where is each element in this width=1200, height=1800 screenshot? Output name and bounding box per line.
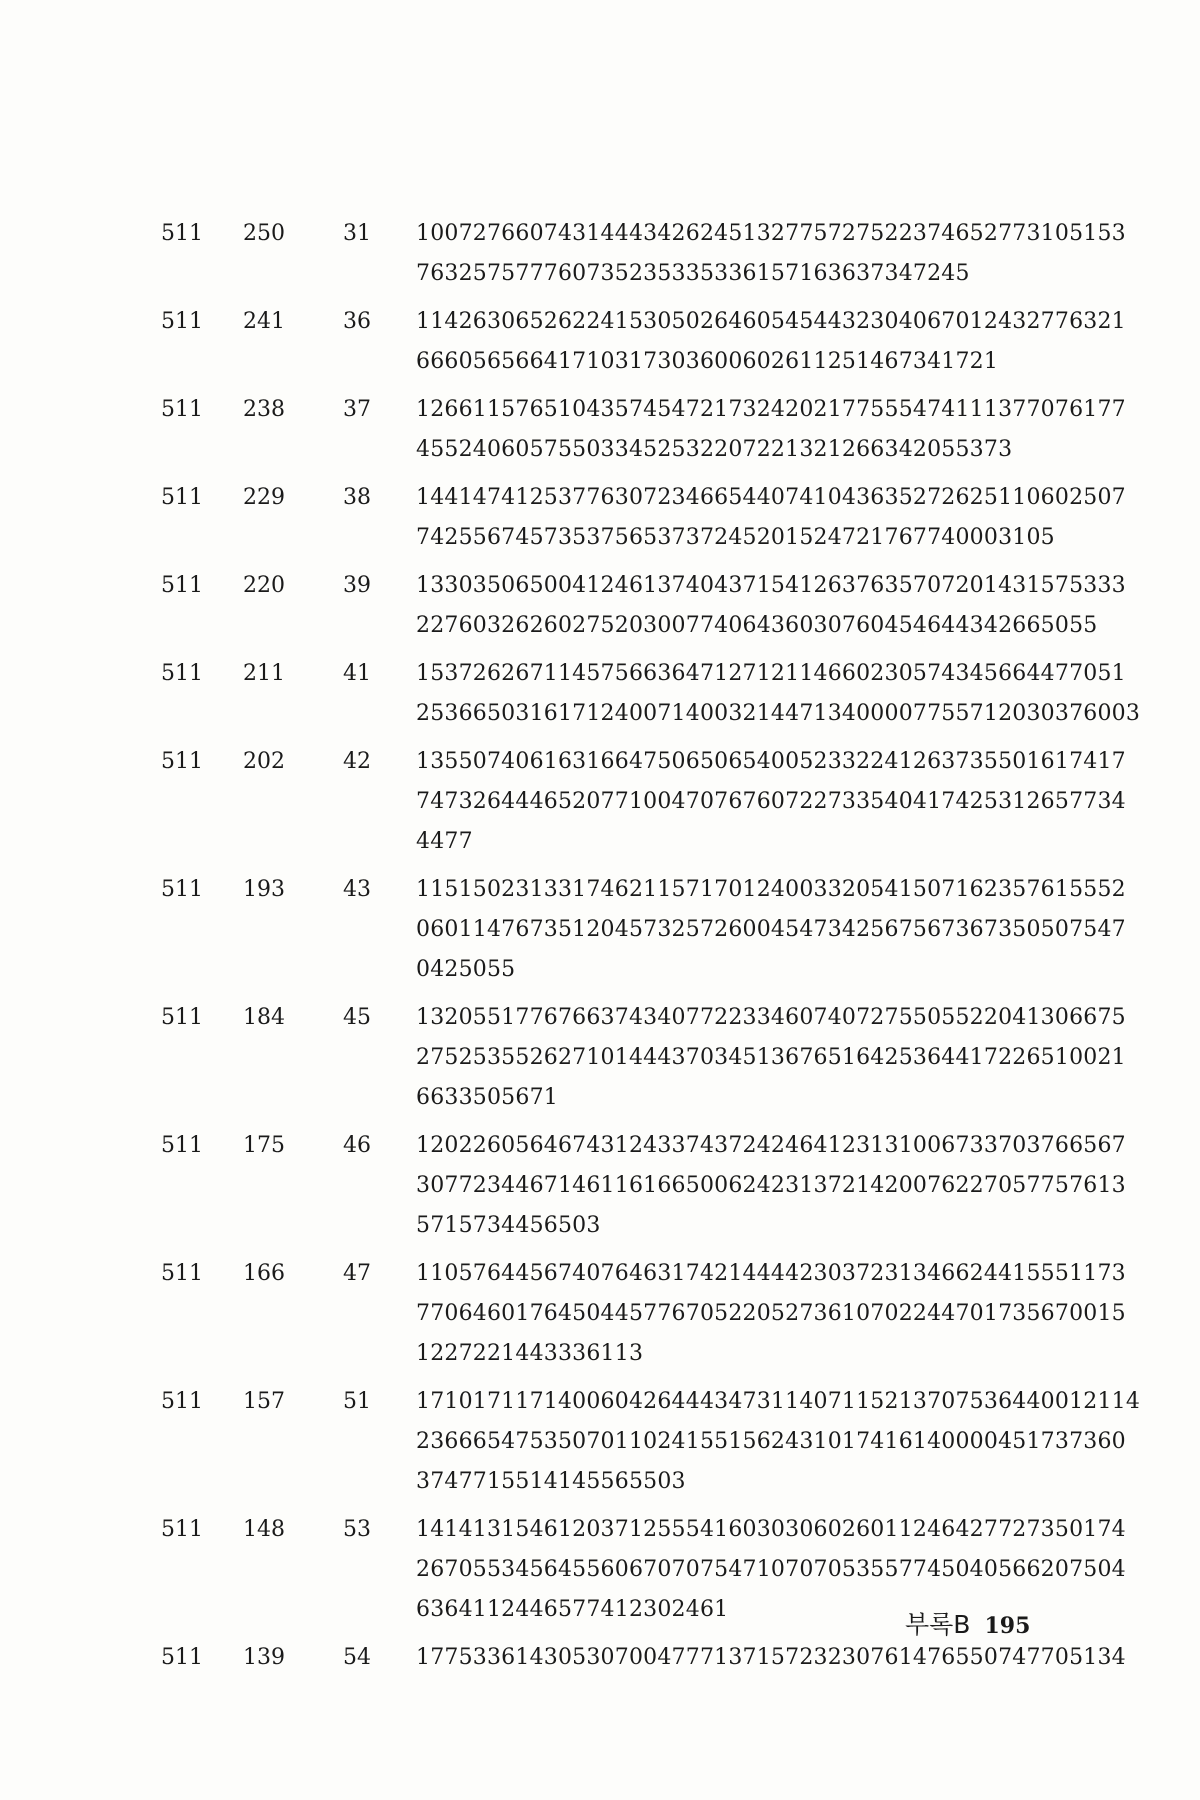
code-length-n: 511 [161,749,203,774]
table-row [155,478,1126,558]
code-length-n: 511 [161,1645,203,1670]
error-capability-t: 38 [343,485,371,510]
generator-polynomial-line: 12022605646743124337437242464123131006733703766567 [416,1133,1126,1158]
error-capability-t: 39 [343,573,371,598]
error-capability-t: 42 [343,749,371,774]
table-row [155,214,1126,294]
code-length-n: 511 [161,877,203,902]
code-length-n: 511 [161,1389,203,1414]
code-length-n: 511 [161,661,203,686]
error-capability-t: 54 [343,1645,371,1670]
code-length-n: 511 [161,1005,203,1030]
generator-polynomial-line: 15372626711457566364712712114660230574345664477051 [416,661,1126,686]
generator-polynomial-line: 171017117140060426444347311407115213707536440012114 [416,1389,1141,1414]
generator-polynomial [416,390,1126,470]
generator-polynomial-line: 74732644465207710047076760722733540417425312657734 [416,789,1126,814]
generator-polynomial-line: 66605656641710317303600602611251467341721 [416,349,999,374]
error-capability-t: 31 [343,221,371,246]
page-number: 195 [984,1613,1031,1639]
generator-polynomial-line: 1227221443336113 [416,1341,644,1366]
table-row [155,1254,1126,1374]
code-length-n: 511 [161,221,203,246]
generator-polynomial-line: 6633505671 [416,1085,558,1110]
code-dimension-k: 157 [243,1389,285,1414]
error-capability-t: 45 [343,1005,371,1030]
code-length-n: 511 [161,1517,203,1542]
code-dimension-k: 175 [243,1133,285,1158]
generator-polynomial-line: 30772344671461161665006242313721420076227057757613 [416,1173,1126,1198]
error-capability-t: 41 [343,661,371,686]
code-length-n: 511 [161,1133,203,1158]
generator-polynomial [416,214,1126,294]
generator-polynomial-line: 763257577760735235335336157163637347245 [416,261,970,286]
code-length-n: 511 [161,573,203,598]
code-dimension-k: 184 [243,1005,285,1030]
generator-polynomial-line: 0425055 [416,957,516,982]
page-footer [905,1605,1030,1641]
code-dimension-k: 220 [243,573,285,598]
table-row [155,302,1126,382]
generator-polynomial-line: 17753361430530700477713715723230761476550747705134 [416,1645,1126,1670]
generator-polynomial-line: 13303506500412461374043715412637635707201431575333 [416,573,1126,598]
code-length-n: 511 [161,309,203,334]
table-row [155,654,1141,734]
code-dimension-k: 250 [243,221,285,246]
code-dimension-k: 238 [243,397,285,422]
generator-polynomial-line: 27525355262710144437034513676516425364417226510021 [416,1045,1126,1070]
table-row [155,1638,1126,1678]
generator-polynomial-line: 5715734456503 [416,1213,601,1238]
error-capability-t: 36 [343,309,371,334]
generator-polynomial-line: 26705534564556067070754710707053557745040566207504 [416,1557,1126,1582]
code-table [155,214,1141,1686]
generator-polynomial-line: 12661157651043574547217324202177555474111377076177 [416,397,1126,422]
error-capability-t: 37 [343,397,371,422]
code-dimension-k: 148 [243,1517,285,1542]
generator-polynomial-line: 455240605755033452532207221321266342055373 [416,437,1013,462]
generator-polynomial [416,1126,1126,1246]
code-dimension-k: 211 [243,661,285,686]
error-capability-t: 53 [343,1517,371,1542]
generator-polynomial-line: 227603262602752030077406436030760454644342665055 [416,613,1098,638]
generator-polynomial [416,302,1126,382]
code-dimension-k: 139 [243,1645,285,1670]
code-dimension-k: 193 [243,877,285,902]
generator-polynomial-line: 06011476735120457325726004547342567567367350507547 [416,917,1126,942]
table-row [155,742,1126,862]
generator-polynomial [416,1638,1126,1678]
table-row [155,870,1126,990]
table-row [155,390,1126,470]
generator-polynomial [416,1254,1126,1374]
generator-polynomial-line: 14141315461203712555416030306026011246427727350174 [416,1517,1126,1542]
generator-polynomial-line: 6364112446577412302461 [416,1597,729,1622]
error-capability-t: 43 [343,877,371,902]
generator-polynomial-line: 13205517767663743407722334607407275505522041306675 [416,1005,1126,1030]
generator-polynomial-line: 4477 [416,829,473,854]
generator-polynomial [416,566,1126,646]
generator-polynomial-line: 11515023133174621157170124003320541507162357615552 [416,877,1126,902]
error-capability-t: 46 [343,1133,371,1158]
generator-polynomial-line: 742556745735375653737245201524721767740003105 [416,525,1055,550]
code-length-n: 511 [161,485,203,510]
appendix-label: 부록B [905,1610,971,1639]
generator-polynomial-line: 13550740616316647506506540052332241263735501617417 [416,749,1126,774]
error-capability-t: 47 [343,1261,371,1286]
generator-polynomial-line: 253665031617124007140032144713400007755712030376003 [416,701,1141,726]
generator-polynomial-line: 10072766074314443426245132775727522374652773105153 [416,221,1126,246]
generator-polynomial [416,742,1126,862]
code-dimension-k: 166 [243,1261,285,1286]
code-length-n: 511 [161,1261,203,1286]
table-row [155,1126,1126,1246]
table-row [155,998,1126,1118]
generator-polynomial [416,870,1126,990]
generator-polynomial-line: 3747715514145565503 [416,1469,686,1494]
code-dimension-k: 241 [243,309,285,334]
generator-polynomial [416,654,1141,734]
generator-polynomial [416,998,1126,1118]
table-row [155,1382,1141,1502]
code-length-n: 511 [161,397,203,422]
generator-polynomial [416,1382,1141,1502]
generator-polynomial-line: 77064601764504457767052205273610702244701735670015 [416,1301,1126,1326]
generator-polynomial-line: 14414741253776307234665440741043635272625110602507 [416,485,1126,510]
generator-polynomial-line: 11057644567407646317421444423037231346624415551173 [416,1261,1126,1286]
table-row [155,566,1126,646]
error-capability-t: 51 [343,1389,371,1414]
generator-polynomial-line: 11426306526224153050264605454432304067012432776321 [416,309,1126,334]
generator-polynomial [416,478,1126,558]
code-dimension-k: 229 [243,485,285,510]
code-dimension-k: 202 [243,749,285,774]
generator-polynomial-line: 23666547535070110241551562431017416140000451737360 [416,1429,1126,1454]
